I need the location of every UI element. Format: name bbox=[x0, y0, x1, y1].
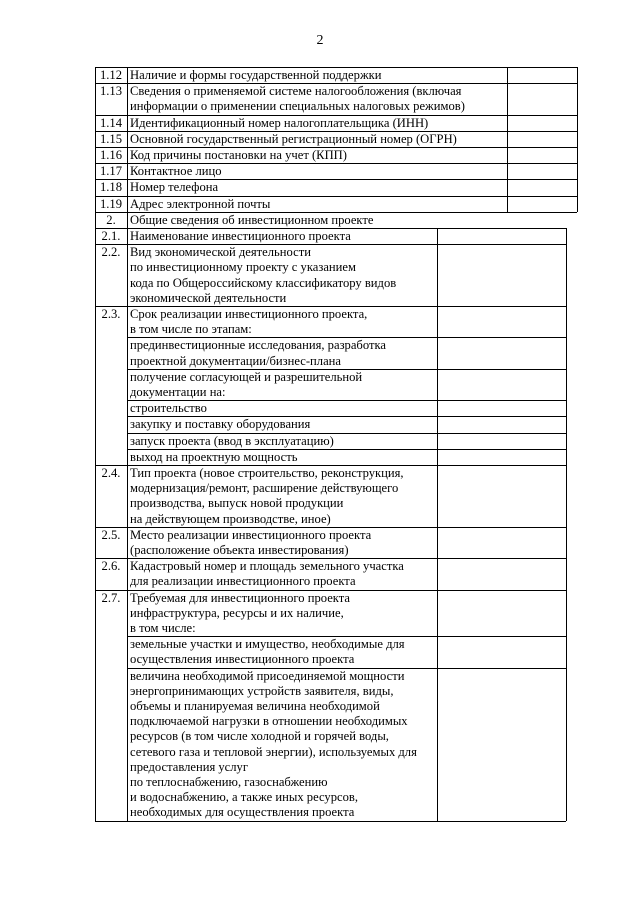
row-number: 1.14 bbox=[99, 115, 123, 130]
row-label: величина необходимой присоединяемой мощности bbox=[130, 668, 405, 683]
row-number: 2.1. bbox=[101, 229, 121, 243]
table-rule bbox=[95, 821, 566, 822]
row-number: 2.7. bbox=[101, 590, 121, 605]
section-number: 2. bbox=[106, 212, 116, 227]
row-label: Срок реализации инвестиционного проекта, bbox=[130, 307, 368, 321]
row-number: 1.19 bbox=[99, 196, 123, 211]
row-label: Идентификационный номер налогоплательщика (ИНН) bbox=[130, 115, 429, 130]
table-rule bbox=[95, 465, 127, 466]
table-rule bbox=[507, 67, 508, 212]
row-label: производства, выпуск новой продукции bbox=[130, 496, 344, 511]
row-label: Наличие и формы государственной поддержки bbox=[130, 68, 382, 82]
table-rule bbox=[95, 228, 96, 821]
table-rule bbox=[95, 212, 96, 228]
row-label: Номер телефона bbox=[130, 180, 219, 195]
row-label: (расположение объекта инвестирования) bbox=[130, 543, 349, 557]
row-label: модернизация/ремонт, расширение действующего bbox=[130, 481, 399, 496]
row-label: объемы и планируемая величина необходимой bbox=[130, 699, 380, 713]
row-label: Требуемая для инвестиционного проекта bbox=[130, 590, 351, 605]
row-label: ресурсов (в том числе холодной и горячей воды, bbox=[130, 729, 389, 744]
row-label: Код причины постановки на учет (КПП) bbox=[130, 148, 347, 162]
row-number: 1.17 bbox=[99, 164, 123, 179]
table-rule bbox=[95, 244, 127, 245]
row-label: документации на: bbox=[130, 385, 226, 399]
row-label: строительство bbox=[130, 401, 207, 416]
table-rule bbox=[95, 306, 127, 307]
row-label: информации о применении специальных налоговых режимов) bbox=[130, 99, 465, 114]
row-label: экономической деятельности bbox=[130, 290, 287, 305]
table-rule bbox=[566, 228, 567, 821]
row-label: запуск проекта (ввод в эксплуатацию) bbox=[130, 433, 334, 448]
row-label: выход на проектную мощность bbox=[130, 449, 298, 464]
row-number: 1.15 bbox=[99, 131, 123, 146]
row-label: Вид экономической деятельности bbox=[130, 245, 311, 260]
row-label: проектной документации/бизнес-плана bbox=[130, 353, 341, 368]
page-number: 2 bbox=[316, 33, 324, 48]
row-number: 1.13 bbox=[99, 84, 123, 99]
row-label: Адрес электронной почты bbox=[130, 196, 271, 211]
row-label: Контактное лицо bbox=[130, 164, 222, 179]
row-label: осуществления инвестиционного проекта bbox=[130, 652, 355, 667]
row-label: и водоснабжению, а также иных ресурсов, bbox=[130, 790, 358, 805]
row-label: Тип проекта (новое строительство, реконструкция, bbox=[130, 466, 404, 480]
row-label: подключаемой нагрузки в отношении необходимых bbox=[130, 714, 408, 729]
row-label: по инвестиционному проекту с указанием bbox=[130, 260, 356, 275]
row-label: на действующем производстве, иное) bbox=[130, 511, 331, 526]
row-label: Основной государственный регистрационный номер (ОГРН) bbox=[130, 131, 457, 146]
row-label: кода по Общероссийскому классификатору видов bbox=[130, 275, 397, 290]
table-rule bbox=[127, 67, 128, 212]
row-label: сетевого газа и тепловой энергии), используемых для bbox=[130, 744, 417, 759]
row-number: 2.4. bbox=[101, 466, 121, 480]
section-title: Общие сведения об инвестиционном проекте bbox=[130, 212, 374, 227]
row-number: 1.16 bbox=[99, 148, 123, 162]
row-label: земельные участки и имущество, необходимые для bbox=[130, 637, 405, 652]
row-label: по теплоснабжению, газоснабжению bbox=[130, 775, 328, 789]
table-rule bbox=[577, 67, 578, 212]
row-label: инфраструктура, ресурсы и их наличие, bbox=[130, 605, 344, 620]
row-label: Кадастровый номер и площадь земельного участка bbox=[130, 559, 404, 574]
row-number: 2.6. bbox=[101, 559, 121, 574]
row-label: необходимых для осуществления проекта bbox=[130, 805, 355, 820]
table-rule bbox=[95, 558, 127, 559]
table-rule bbox=[95, 527, 127, 528]
row-number: 2.3. bbox=[101, 307, 121, 321]
row-label: Место реализации инвестиционного проекта bbox=[130, 527, 372, 542]
row-label: Сведения о применяемой системе налогообложения (включая bbox=[130, 84, 462, 99]
row-number: 2.5. bbox=[101, 527, 121, 542]
table-rule bbox=[95, 228, 127, 229]
row-label: предоставления услуг bbox=[130, 759, 249, 774]
table-rule bbox=[127, 212, 128, 228]
row-label: закупку и поставку оборудования bbox=[130, 417, 311, 432]
table-rule bbox=[95, 590, 127, 591]
table-rule bbox=[437, 228, 438, 821]
row-label: для реализации инвестиционного проекта bbox=[130, 574, 356, 589]
row-label: в том числе: bbox=[130, 621, 196, 635]
row-label: Наименование инвестиционного проекта bbox=[130, 229, 351, 243]
row-label: получение согласующей и разрешительной bbox=[130, 369, 363, 384]
row-number: 2.2. bbox=[101, 245, 121, 260]
row-label: энергопринимающих устройств заявителя, виды, bbox=[130, 683, 394, 698]
row-label: прединвестиционные исследования, разработка bbox=[130, 338, 386, 353]
row-label: в том числе по этапам: bbox=[130, 322, 252, 337]
table-rule bbox=[127, 228, 128, 821]
row-number: 1.18 bbox=[99, 180, 123, 195]
row-number: 1.12 bbox=[99, 68, 123, 82]
table-rule bbox=[95, 67, 96, 212]
